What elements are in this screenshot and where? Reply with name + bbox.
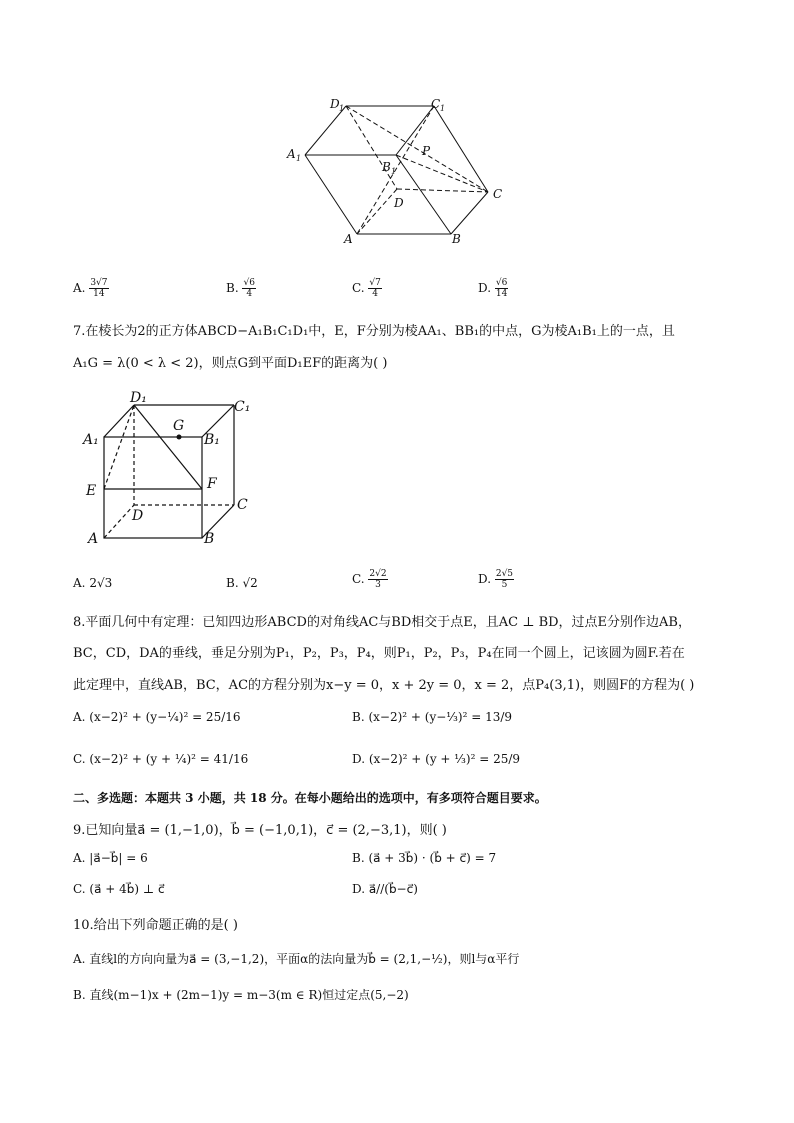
label-A1: A [287,147,296,161]
q9-option-a[interactable]: A. |a⃗−b⃗| = 6 [73,851,148,865]
svg-text:1: 1 [440,104,446,113]
label-E: E [86,483,97,499]
svg-text:1: 1 [391,167,397,176]
q6-option-c[interactable]: C. $\frac{√7}{4}$ [352,278,381,299]
label-B1: B [382,160,391,174]
label-C: C [493,187,503,201]
q9-line1: 9.已知向量a⃗ = (1,−1,0)，b⃗ = (−1,0,1)，c⃗ = (2,−3,1)，则( ) [73,823,447,838]
q6-option-b[interactable]: B. $\frac{√6}{4}$ [226,278,255,299]
q8-line1: 8.平面几何中有定理：已知四边形ABCD的对角线AC与BD相交于点E，且AC ⊥ BD，过点E分别作边AB， [73,615,691,630]
label-F: F [207,476,217,492]
figure-cube [80,385,270,550]
q10-line1: 10.给出下列命题正确的是( ) [73,918,238,933]
q7-line1: 7.在棱长为2的正方体ABCD−A₁B₁C₁D₁中，E，F分别为棱AA₁、BB₁的中点，G为棱A₁B₁上的一点，且 [73,324,675,339]
q7-option-c[interactable]: C. $\frac{2√2}{3}$ [352,569,387,590]
section-heading-multiple-choice: 二、多选题：本题共 3 小题，共 18 分。在每小题给出的选项中，有多项符合题目要求。 [73,791,547,805]
q10-option-b[interactable]: B. 直线(m−1)x + (2m−1)y = m−3(m ∈ R)恒过定点(5,−2) [73,988,409,1002]
label-A1: A₁ [83,432,99,448]
point-G [177,435,182,440]
q8-option-a[interactable]: A. (x−2)² + (y−¼)² = 25/16 [73,710,241,724]
q7-option-b[interactable]: B. √2 [226,576,258,590]
label-G: G [173,418,185,434]
q8-option-d[interactable]: D. (x−2)² + (y + ⅓)² = 25/9 [352,752,521,766]
svg-text:1: 1 [296,154,302,163]
label-B: B [452,232,461,246]
label-D: D [132,508,144,524]
q9-option-c[interactable]: C. (a⃗ + 4b⃗) ⊥ c⃗ [73,882,165,896]
q7-option-d[interactable]: D. $\frac{2√5}{5}$ [478,569,514,590]
q8-line3: 此定理中，直线AB，BC，AC的方程分别为x−y = 0，x + 2y = 0，x = 2，点P₄(3,1)，则圆F的方程为( ) [73,678,695,693]
q8-line2: BC，CD，DA的垂线，垂足分别为P₁，P₂，P₃，P₄，则P₁，P₂，P₃，P₄在同一个圆上，记该圆为圆F.若在 [73,646,685,661]
q6-option-d[interactable]: D. $\frac{√6}{14}$ [478,278,508,299]
label-P: P [422,144,431,158]
label-D: D [394,196,404,210]
label-C1: C [431,97,441,111]
q10-option-a[interactable]: A. 直线l的方向向量为a⃗ = (3,−1,2)，平面α的法向量为b⃗ = (2,1,−½)，则l与α平行 [73,952,520,966]
label-C: C [237,497,248,513]
label-A: A [88,531,99,547]
svg-text:1: 1 [339,104,345,113]
q7-option-a[interactable]: A. 2√3 [73,576,113,590]
q8-option-b[interactable]: B. (x−2)² + (y−⅓)² = 13/9 [352,710,513,724]
label-A: A [344,232,353,246]
q7-line2: A₁G = λ(0 < λ < 2)，则点G到平面D₁EF的距离为( ) [73,356,388,371]
label-D1: D₁ [130,390,147,406]
label-C1: C₁ [234,399,251,415]
label-B: B [204,531,215,547]
q9-option-d[interactable]: D. a⃗//(b⃗−c⃗) [352,882,418,896]
q8-option-c[interactable]: C. (x−2)² + (y + ¼)² = 41/16 [73,752,249,766]
q6-option-a[interactable]: A. $\frac{3√7}{14}$ [73,278,108,299]
label-B1: B₁ [204,432,220,448]
label-D1: D [330,97,340,111]
q9-option-b[interactable]: B. (a⃗ + 3b⃗) · (b⃗ + c⃗) = 7 [352,851,497,865]
figure-parallelepiped [280,95,520,250]
